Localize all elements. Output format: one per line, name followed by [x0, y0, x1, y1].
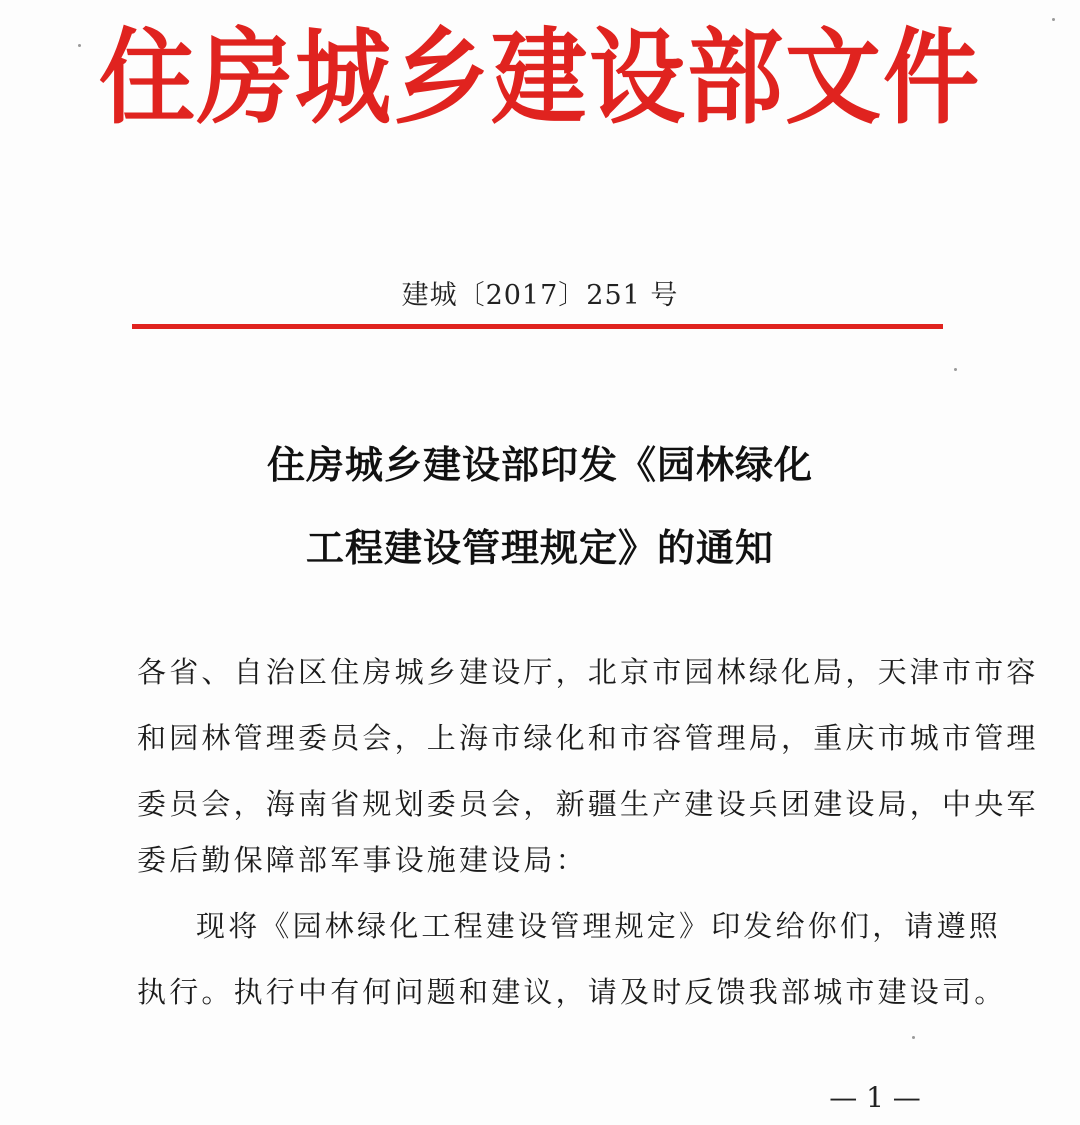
- paragraph-line-1: 现将《园林绿化工程建设管理规定》印发给你们，请遵照: [196, 909, 1002, 943]
- scan-speck: [912, 1036, 915, 1039]
- red-divider-line: [132, 324, 943, 329]
- notice-title-line-2: 工程建设管理规定》的通知: [305, 525, 774, 570]
- page-number: — 1 —: [829, 1081, 921, 1114]
- document-number: 建城〔2017〕251 号: [401, 280, 679, 311]
- notice-title-line-1: 住房城乡建设部印发《园林绿化: [266, 442, 813, 487]
- recipients-line-2: 和园林管理委员会，上海市绿化和市容管理局，重庆市城市管理: [137, 721, 1039, 755]
- recipients-line-1: 各省、自治区住房城乡建设厅，北京市园林绿化局，天津市市容: [137, 655, 1039, 689]
- red-masthead-title: 住房城乡建设部文件: [99, 16, 981, 139]
- scan-speck: [78, 44, 81, 47]
- paragraph-line-2: 执行。执行中有何问题和建议，请及时反馈我部城市建设司。: [137, 975, 1007, 1009]
- scan-speck: [1052, 18, 1055, 21]
- recipients-line-3: 委员会，海南省规划委员会，新疆生产建设兵团建设局，中央军: [137, 787, 1039, 821]
- recipients-line-4: 委后勤保障部军事设施建设局：: [137, 843, 588, 877]
- scan-speck: [954, 368, 957, 371]
